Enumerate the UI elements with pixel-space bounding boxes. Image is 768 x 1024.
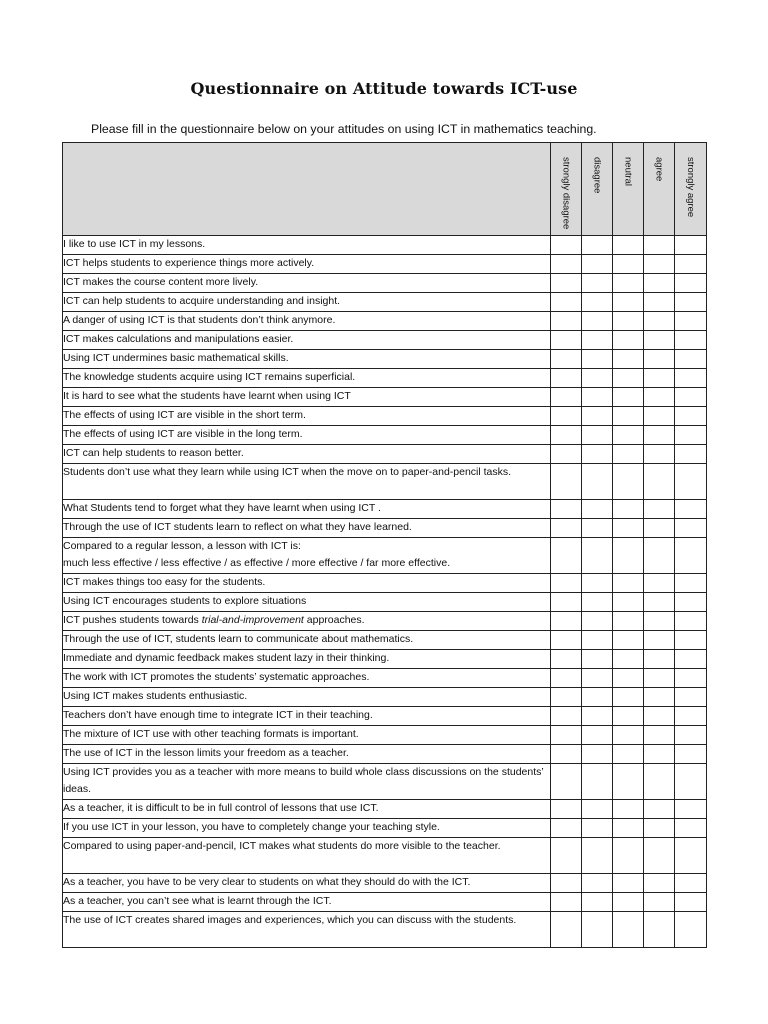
- answer-cell-agree[interactable]: [644, 574, 675, 593]
- answer-cell-disagree[interactable]: [582, 800, 613, 819]
- statement-text: ICT can help students to reason better.: [63, 447, 244, 460]
- answer-cell-neutral[interactable]: [613, 800, 644, 819]
- answer-cell-neutral[interactable]: [613, 574, 644, 593]
- statement-cell: [63, 593, 551, 612]
- answer-cell-strongly-agree[interactable]: [675, 426, 707, 445]
- answer-cell-strongly-agree[interactable]: [675, 519, 707, 538]
- answer-cell-disagree[interactable]: [582, 388, 613, 407]
- answer-cell-neutral[interactable]: [613, 912, 644, 948]
- table-row: [63, 538, 707, 574]
- answer-cell-strongly-agree[interactable]: [675, 912, 707, 948]
- answer-cell-agree[interactable]: [644, 538, 675, 574]
- statement-text: What Students tend to forget what they have learnt when using ICT .: [63, 502, 381, 515]
- answer-cell-neutral[interactable]: [613, 538, 644, 574]
- statement-header-cell: [63, 143, 551, 236]
- answer-cell-strongly-disagree[interactable]: [551, 688, 582, 707]
- answer-cell-strongly-disagree[interactable]: [551, 707, 582, 726]
- answer-cell-strongly-disagree[interactable]: [551, 612, 582, 631]
- answer-cell-strongly-disagree[interactable]: [551, 293, 582, 312]
- answer-cell-strongly-disagree[interactable]: [551, 538, 582, 574]
- statement-text: ICT makes things too easy for the students.: [63, 576, 266, 589]
- answer-cell-strongly-disagree[interactable]: [551, 669, 582, 688]
- column-header-agree: agree: [644, 143, 675, 236]
- answer-cell-disagree[interactable]: [582, 669, 613, 688]
- answer-cell-strongly-disagree[interactable]: [551, 912, 582, 948]
- answer-cell-disagree[interactable]: [582, 912, 613, 948]
- answer-cell-strongly-agree[interactable]: [675, 574, 707, 593]
- answer-cell-neutral[interactable]: [613, 369, 644, 388]
- answer-cell-neutral[interactable]: [613, 745, 644, 764]
- statement-text: Immediate and dynamic feedback makes student lazy in their thinking.: [63, 652, 390, 665]
- statement-cell: [63, 331, 551, 350]
- statement-cell: [63, 407, 551, 426]
- answer-cell-agree[interactable]: [644, 874, 675, 893]
- statement-cell: [63, 312, 551, 331]
- answer-cell-disagree[interactable]: [582, 519, 613, 538]
- answer-cell-agree[interactable]: [644, 293, 675, 312]
- statement-text: Students don’t use what they learn while using ICT when the move on to paper-and-pencil tasks.: [63, 466, 512, 479]
- answer-cell-strongly-disagree[interactable]: [551, 331, 582, 350]
- answer-cell-agree[interactable]: [644, 707, 675, 726]
- answer-cell-disagree[interactable]: [582, 726, 613, 745]
- statement-emphasis: trial-and-improvement: [201, 614, 304, 627]
- statement-text: ICT can help students to acquire understanding and insight.: [63, 295, 341, 308]
- answer-cell-strongly-agree[interactable]: [675, 669, 707, 688]
- table-row: [63, 726, 707, 745]
- answer-cell-strongly-agree[interactable]: [675, 464, 707, 500]
- answer-cell-strongly-disagree[interactable]: [551, 838, 582, 874]
- table-row: [63, 312, 707, 331]
- statement-text: As a teacher, you have to be very clear to students on what they should do with the ICT.: [63, 876, 471, 889]
- answer-cell-disagree[interactable]: [582, 445, 613, 464]
- statement-text: Through the use of ICT students learn to reflect on what they have learned.: [63, 521, 412, 534]
- answer-cell-neutral[interactable]: [613, 874, 644, 893]
- answer-cell-strongly-agree[interactable]: [675, 612, 707, 631]
- column-header-disagree: disagree: [582, 143, 613, 236]
- answer-cell-strongly-agree[interactable]: [675, 500, 707, 519]
- answer-cell-disagree[interactable]: [582, 707, 613, 726]
- statement-text: The effects of using ICT are visible in the short term.: [63, 409, 306, 422]
- header-row: [63, 143, 707, 236]
- answer-cell-neutral[interactable]: [613, 255, 644, 274]
- answer-cell-disagree[interactable]: [582, 500, 613, 519]
- answer-cell-agree[interactable]: [644, 255, 675, 274]
- answer-cell-agree[interactable]: [644, 745, 675, 764]
- answer-cell-neutral[interactable]: [613, 445, 644, 464]
- answer-cell-disagree[interactable]: [582, 293, 613, 312]
- statement-text: The knowledge students acquire using ICT remains superficial.: [63, 371, 356, 384]
- statement-text: ICT helps students to experience things more actively.: [63, 257, 315, 270]
- statement-cell: [63, 519, 551, 538]
- answer-cell-neutral[interactable]: [613, 726, 644, 745]
- answer-cell-disagree[interactable]: [582, 274, 613, 293]
- answer-cell-agree[interactable]: [644, 369, 675, 388]
- answer-cell-strongly-agree[interactable]: [675, 874, 707, 893]
- answer-cell-strongly-agree[interactable]: [675, 726, 707, 745]
- table-row: [63, 593, 707, 612]
- answer-cell-strongly-disagree[interactable]: [551, 236, 582, 255]
- statement-cell: [63, 650, 551, 669]
- table-row: [63, 236, 707, 255]
- statement-text: As a teacher, it is difficult to be in full control of lessons that use ICT.: [63, 802, 379, 815]
- statement-cell: [63, 538, 551, 574]
- answer-cell-disagree[interactable]: [582, 331, 613, 350]
- answer-cell-disagree[interactable]: [582, 838, 613, 874]
- answer-cell-agree[interactable]: [644, 893, 675, 912]
- statement-cell: [63, 745, 551, 764]
- answer-cell-agree[interactable]: [644, 800, 675, 819]
- statement-text: If you use ICT in your lesson, you have to completely change your teaching style.: [63, 821, 440, 834]
- table-row: [63, 519, 707, 538]
- statement-text: I like to use ICT in my lessons.: [63, 238, 206, 251]
- answer-cell-strongly-disagree[interactable]: [551, 500, 582, 519]
- statement-text: As a teacher, you can’t see what is learnt through the ICT.: [63, 895, 332, 908]
- statement-cell: [63, 819, 551, 838]
- statement-text: ICT pushes students towards: [63, 614, 202, 627]
- answer-cell-neutral[interactable]: [613, 838, 644, 874]
- answer-cell-neutral[interactable]: [613, 669, 644, 688]
- answer-cell-strongly-agree[interactable]: [675, 688, 707, 707]
- table-row: [63, 764, 707, 800]
- statement-cell: [63, 764, 551, 800]
- table-row: [63, 426, 707, 445]
- answer-cell-neutral[interactable]: [613, 519, 644, 538]
- statement-text: Using ICT makes students enthusiastic.: [63, 690, 248, 703]
- answer-cell-strongly-disagree[interactable]: [551, 255, 582, 274]
- answer-cell-strongly-agree[interactable]: [675, 312, 707, 331]
- table-row: [63, 631, 707, 650]
- answer-cell-agree[interactable]: [644, 912, 675, 948]
- statement-cell: [63, 574, 551, 593]
- statement-text: The use of ICT creates shared images and experiences, which you can discuss with the students.: [63, 914, 517, 927]
- page-title: Questionnaire on Attitude towards ICT-use: [190, 79, 578, 98]
- answer-cell-strongly-agree[interactable]: [675, 819, 707, 838]
- answer-cell-disagree[interactable]: [582, 874, 613, 893]
- statement-text: It is hard to see what the students have learnt when using ICT: [63, 390, 351, 403]
- statement-cell: [63, 445, 551, 464]
- answer-cell-agree[interactable]: [644, 350, 675, 369]
- column-header-neutral: neutral: [613, 143, 644, 236]
- answer-cell-agree[interactable]: [644, 726, 675, 745]
- answer-cell-disagree[interactable]: [582, 688, 613, 707]
- answer-cell-strongly-agree[interactable]: [675, 745, 707, 764]
- answer-cell-strongly-agree[interactable]: [675, 707, 707, 726]
- answer-cell-neutral[interactable]: [613, 764, 644, 800]
- column-header-strongly-disagree: strongly disagree: [551, 143, 582, 236]
- answer-cell-neutral[interactable]: [613, 426, 644, 445]
- answer-cell-strongly-disagree[interactable]: [551, 369, 582, 388]
- statement-cell: [63, 631, 551, 650]
- statement-cell: [63, 236, 551, 255]
- statement-text: Compared to a regular lesson, a lesson with ICT is:: [63, 540, 301, 553]
- answer-cell-disagree[interactable]: [582, 464, 613, 500]
- statement-text: Through the use of ICT, students learn to communicate about mathematics.: [63, 633, 414, 646]
- statement-cell: [63, 912, 551, 948]
- answer-cell-strongly-agree[interactable]: [675, 893, 707, 912]
- table-row: [63, 350, 707, 369]
- statement-cell: [63, 500, 551, 519]
- answer-cell-disagree[interactable]: [582, 312, 613, 331]
- statement-cell: [63, 707, 551, 726]
- answer-cell-strongly-disagree[interactable]: [551, 426, 582, 445]
- statement-cell: [63, 838, 551, 874]
- answer-cell-disagree[interactable]: [582, 745, 613, 764]
- answer-cell-disagree[interactable]: [582, 631, 613, 650]
- answer-cell-strongly-agree[interactable]: [675, 407, 707, 426]
- answer-cell-strongly-agree[interactable]: [675, 800, 707, 819]
- table-row: [63, 407, 707, 426]
- answer-cell-neutral[interactable]: [613, 631, 644, 650]
- table-row: [63, 500, 707, 519]
- answer-cell-strongly-disagree[interactable]: [551, 726, 582, 745]
- answer-cell-agree[interactable]: [644, 838, 675, 874]
- statement-cell: [63, 874, 551, 893]
- answer-cell-strongly-agree[interactable]: [675, 350, 707, 369]
- answer-cell-strongly-disagree[interactable]: [551, 312, 582, 331]
- answer-cell-neutral[interactable]: [613, 688, 644, 707]
- statement-text: A danger of using ICT is that students don’t think anymore.: [63, 314, 336, 327]
- answer-cell-neutral[interactable]: [613, 407, 644, 426]
- answer-cell-neutral[interactable]: [613, 350, 644, 369]
- answer-cell-neutral[interactable]: [613, 650, 644, 669]
- answer-cell-agree[interactable]: [644, 236, 675, 255]
- answer-cell-disagree[interactable]: [582, 650, 613, 669]
- statement-text: ICT makes calculations and manipulations easier.: [63, 333, 294, 346]
- statement-cell: [63, 893, 551, 912]
- answer-cell-strongly-disagree[interactable]: [551, 893, 582, 912]
- answer-cell-disagree[interactable]: [582, 819, 613, 838]
- answer-cell-strongly-disagree[interactable]: [551, 445, 582, 464]
- answer-cell-disagree[interactable]: [582, 236, 613, 255]
- statement-cell: [63, 255, 551, 274]
- answer-cell-neutral[interactable]: [613, 388, 644, 407]
- statement-text: The work with ICT promotes the students’ systematic approaches.: [63, 671, 370, 684]
- statement-text: The mixture of ICT use with other teaching formats is important.: [63, 728, 359, 741]
- statement-cell: [63, 688, 551, 707]
- answer-cell-agree[interactable]: [644, 464, 675, 500]
- table-row: [63, 464, 707, 500]
- statement-text: ICT makes the course content more lively.: [63, 276, 259, 289]
- answer-cell-strongly-disagree[interactable]: [551, 650, 582, 669]
- answer-cell-strongly-agree[interactable]: [675, 369, 707, 388]
- statement-cell: [63, 464, 551, 500]
- table-row: [63, 800, 707, 819]
- answer-cell-strongly-disagree[interactable]: [551, 274, 582, 293]
- answer-cell-strongly-agree[interactable]: [675, 293, 707, 312]
- table-row: [63, 707, 707, 726]
- answer-cell-strongly-agree[interactable]: [675, 388, 707, 407]
- answer-cell-neutral[interactable]: [613, 893, 644, 912]
- table-row: [63, 745, 707, 764]
- statement-text: Using ICT provides you as a teacher with more means to build whole class discussions on the students’ ideas.: [63, 766, 544, 796]
- statement-cell: [63, 369, 551, 388]
- table-row: [63, 874, 707, 893]
- answer-cell-agree[interactable]: [644, 631, 675, 650]
- answer-cell-disagree[interactable]: [582, 426, 613, 445]
- statement-text: approaches.: [303, 614, 365, 627]
- answer-cell-strongly-disagree[interactable]: [551, 388, 582, 407]
- answer-cell-disagree[interactable]: [582, 574, 613, 593]
- statement-cell: [63, 726, 551, 745]
- statement-text: Using ICT undermines basic mathematical skills.: [63, 352, 289, 365]
- statement-cell: [63, 293, 551, 312]
- answer-cell-agree[interactable]: [644, 612, 675, 631]
- answer-cell-disagree[interactable]: [582, 538, 613, 574]
- answer-cell-strongly-agree[interactable]: [675, 538, 707, 574]
- answer-cell-strongly-disagree[interactable]: [551, 574, 582, 593]
- answer-cell-strongly-agree[interactable]: [675, 838, 707, 874]
- answer-cell-agree[interactable]: [644, 764, 675, 800]
- answer-cell-strongly-disagree[interactable]: [551, 350, 582, 369]
- answer-cell-agree[interactable]: [644, 407, 675, 426]
- statement-cell: [63, 350, 551, 369]
- statement-text: Compared to using paper-and-pencil, ICT makes what students do more visible to the teacher.: [63, 840, 501, 853]
- answer-cell-agree[interactable]: [644, 688, 675, 707]
- answer-cell-neutral[interactable]: [613, 464, 644, 500]
- answer-cell-strongly-agree[interactable]: [675, 764, 707, 800]
- table-row: [63, 331, 707, 350]
- table-row: [63, 445, 707, 464]
- table-row: [63, 688, 707, 707]
- table-row: [63, 819, 707, 838]
- answer-cell-agree[interactable]: [644, 669, 675, 688]
- answer-cell-disagree[interactable]: [582, 893, 613, 912]
- statement-cell: [63, 669, 551, 688]
- answer-cell-strongly-agree[interactable]: [675, 236, 707, 255]
- answer-cell-neutral[interactable]: [613, 312, 644, 331]
- answer-cell-strongly-disagree[interactable]: [551, 407, 582, 426]
- statement-cell: [63, 426, 551, 445]
- answer-cell-strongly-agree[interactable]: [675, 593, 707, 612]
- statement-cell: [63, 274, 551, 293]
- answer-cell-strongly-disagree[interactable]: [551, 593, 582, 612]
- answer-cell-disagree[interactable]: [582, 350, 613, 369]
- answer-cell-agree[interactable]: [644, 388, 675, 407]
- table-row: [63, 669, 707, 688]
- answer-cell-strongly-agree[interactable]: [675, 255, 707, 274]
- statement-text: Teachers don’t have enough time to integrate ICT in their teaching.: [63, 709, 373, 722]
- answer-cell-strongly-disagree[interactable]: [551, 800, 582, 819]
- table-row: [63, 274, 707, 293]
- answer-cell-agree[interactable]: [644, 445, 675, 464]
- answer-cell-neutral[interactable]: [613, 331, 644, 350]
- table-row: [63, 893, 707, 912]
- answer-cell-agree[interactable]: [644, 312, 675, 331]
- answer-cell-disagree[interactable]: [582, 764, 613, 800]
- answer-cell-neutral[interactable]: [613, 819, 644, 838]
- table-row: [63, 838, 707, 874]
- answer-cell-strongly-disagree[interactable]: [551, 464, 582, 500]
- answer-cell-disagree[interactable]: [582, 612, 613, 631]
- table-row: [63, 612, 707, 631]
- answer-cell-neutral[interactable]: [613, 500, 644, 519]
- answer-cell-agree[interactable]: [644, 519, 675, 538]
- answer-cell-agree[interactable]: [644, 500, 675, 519]
- answer-cell-agree[interactable]: [644, 331, 675, 350]
- answer-cell-strongly-disagree[interactable]: [551, 745, 582, 764]
- answer-cell-disagree[interactable]: [582, 407, 613, 426]
- answer-cell-strongly-disagree[interactable]: [551, 764, 582, 800]
- answer-cell-strongly-disagree[interactable]: [551, 874, 582, 893]
- statement-options-text: much less effective / less effective / as effective / more effective / far more effective.: [63, 557, 451, 570]
- table-row: [63, 255, 707, 274]
- answer-cell-agree[interactable]: [644, 426, 675, 445]
- table-row: [63, 650, 707, 669]
- statements-body: [63, 236, 707, 948]
- table-row: [63, 574, 707, 593]
- answer-cell-neutral[interactable]: [613, 707, 644, 726]
- answer-cell-strongly-disagree[interactable]: [551, 519, 582, 538]
- answer-cell-strongly-disagree[interactable]: [551, 631, 582, 650]
- table-row: [63, 388, 707, 407]
- answer-cell-agree[interactable]: [644, 819, 675, 838]
- answer-cell-agree[interactable]: [644, 593, 675, 612]
- answer-cell-disagree[interactable]: [582, 593, 613, 612]
- answer-cell-neutral[interactable]: [613, 293, 644, 312]
- answer-cell-strongly-agree[interactable]: [675, 274, 707, 293]
- statement-text: Using ICT encourages students to explore situations: [63, 595, 307, 608]
- answer-cell-agree[interactable]: [644, 650, 675, 669]
- statement-cell: [63, 612, 551, 631]
- statement-text: The effects of using ICT are visible in the long term.: [63, 428, 303, 441]
- questionnaire-table: [62, 142, 707, 948]
- answer-cell-strongly-agree[interactable]: [675, 331, 707, 350]
- answer-cell-neutral[interactable]: [613, 593, 644, 612]
- answer-cell-strongly-agree[interactable]: [675, 631, 707, 650]
- answer-cell-neutral[interactable]: [613, 274, 644, 293]
- column-header-strongly-agree: strongly agree: [675, 143, 707, 236]
- table-row: [63, 293, 707, 312]
- instructions-text: Please fill in the questionnaire below on your attitudes on using ICT in mathematics teaching.: [91, 122, 597, 136]
- statement-cell: [63, 800, 551, 819]
- table-row: [63, 912, 707, 948]
- answer-cell-agree[interactable]: [644, 274, 675, 293]
- answer-cell-neutral[interactable]: [613, 236, 644, 255]
- answer-cell-strongly-disagree[interactable]: [551, 819, 582, 838]
- table-row: [63, 369, 707, 388]
- statement-cell: [63, 388, 551, 407]
- answer-cell-neutral[interactable]: [613, 612, 644, 631]
- answer-cell-disagree[interactable]: [582, 369, 613, 388]
- statement-text: The use of ICT in the lesson limits your freedom as a teacher.: [63, 747, 349, 760]
- answer-cell-disagree[interactable]: [582, 255, 613, 274]
- answer-cell-strongly-agree[interactable]: [675, 445, 707, 464]
- answer-cell-strongly-agree[interactable]: [675, 650, 707, 669]
